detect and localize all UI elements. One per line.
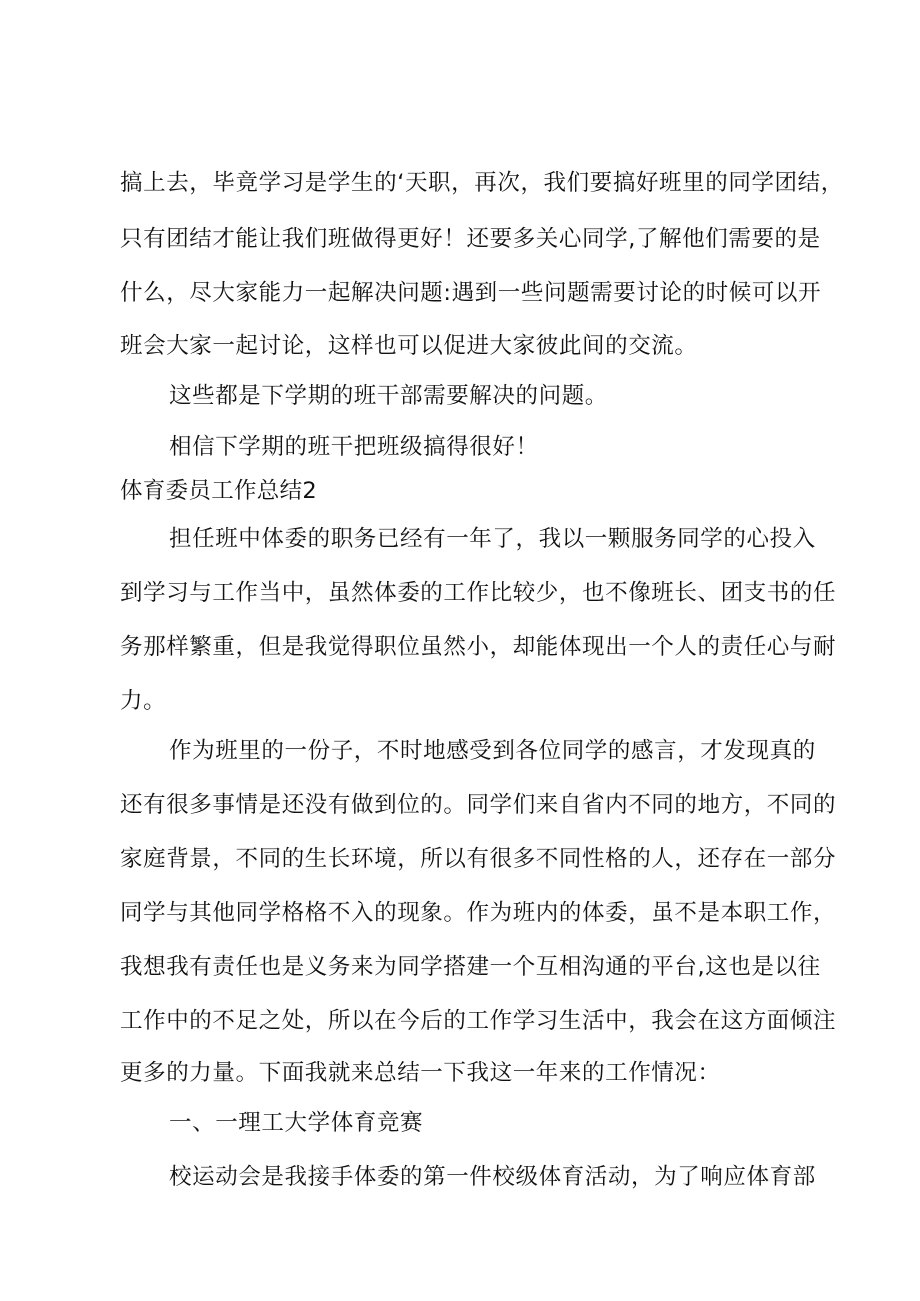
paragraph-5-line-4: 同学与其他同学格格不入的现象。作为班内的体委，虽不是本职工作， xyxy=(120,900,837,926)
paragraph-5-line-6: 工作中的不足之处，所以在今后的工作学习生活中，我会在这方面倾注 xyxy=(120,1008,837,1034)
paragraph-1-line-1: 搞上去，毕竟学习是学生的‘天职，再次，我们要搞好班里的同学团结， xyxy=(120,170,844,196)
paragraph-1-line-3: 什么，尽大家能力一起解决问题:遇到一些问题需要讨论的时候可以开 xyxy=(120,280,822,306)
subheading-1: 一、一理工大学体育竞赛 xyxy=(169,1110,424,1136)
paragraph-3: 相信下学期的班干把班级搞得很好！ xyxy=(169,434,539,460)
section-title: 体育委员工作总结2 xyxy=(120,478,318,504)
paragraph-4-line-1: 担任班中体委的职务已经有一年了，我以一颗服务同学的心投入 xyxy=(169,526,816,552)
paragraph-4-line-2: 到学习与工作当中，虽然体委的工作比较少，也不像班长、团支书的任 xyxy=(120,580,837,606)
paragraph-5-line-7: 更多的力量。下面我就来总结一下我这一年来的工作情况： xyxy=(120,1060,721,1086)
paragraph-5-line-3: 家庭背景，不同的生长环境，所以有很多不同性格的人，还存在一部分 xyxy=(120,846,837,872)
paragraph-6-line-1: 校运动会是我接手体委的第一件校级体育活动，为了响应体育部 xyxy=(169,1164,816,1190)
paragraph-5-line-2: 还有很多事情是还没有做到位的。同学们来自省内不同的地方，不同的 xyxy=(120,792,837,818)
paragraph-4-line-3: 务那样繁重，但是我觉得职位虽然小，却能体现出一个人的责任心与耐 xyxy=(120,634,837,660)
paragraph-4-line-4: 力。 xyxy=(120,688,167,714)
paragraph-2: 这些都是下学期的班干部需要解决的问题。 xyxy=(169,383,608,409)
paragraph-5-line-5: 我想我有责任也是义务来为同学搭建一个互相沟通的平台,这也是以往 xyxy=(120,954,821,980)
paragraph-1-line-4: 班会大家一起讨论，这样也可以促进大家彼此间的交流。 xyxy=(120,333,698,359)
paragraph-1-line-2: 只有团结才能让我们班做得更好！还要多关心同学,了解他们需要的是 xyxy=(120,226,821,252)
paragraph-5-line-1: 作为班里的一份子，不时地感受到各位同学的感言，才发现真的 xyxy=(169,738,816,764)
